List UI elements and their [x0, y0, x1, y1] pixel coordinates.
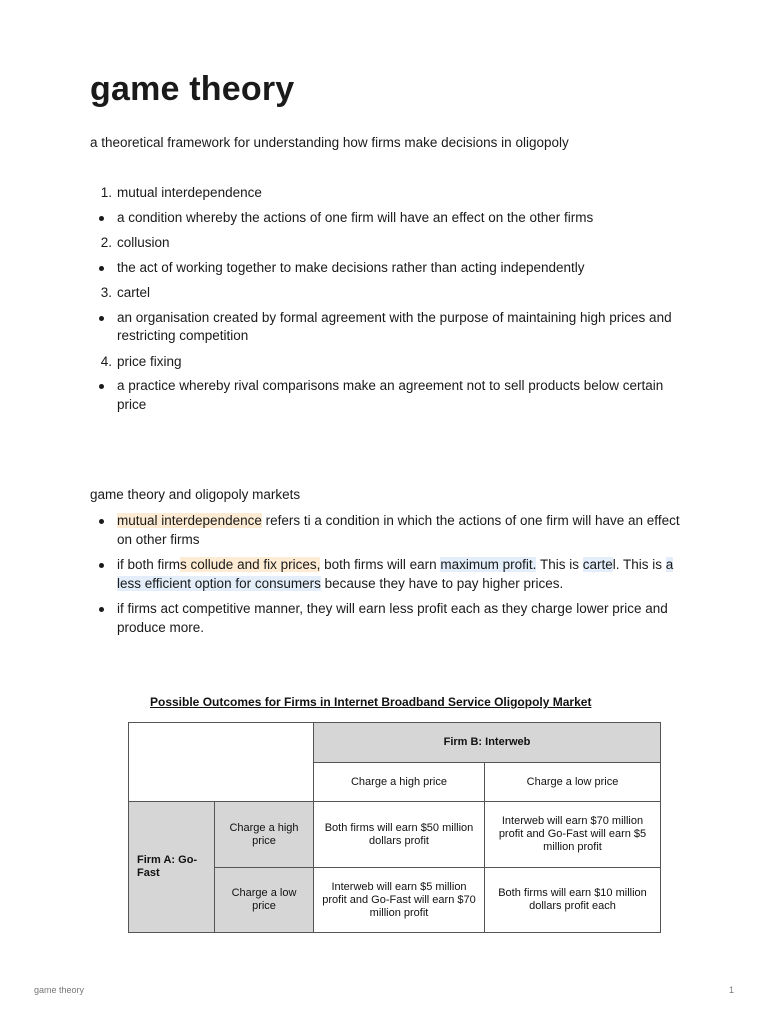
outcome-cell: Interweb will earn $5 million profit and Go-Fast will earn $70 million profit: [314, 868, 485, 933]
list-item: [90, 309, 690, 346]
list-item: [90, 600, 690, 637]
section-heading: game theory and oligopoly markets: [90, 487, 301, 502]
bullet-icon: [99, 316, 104, 321]
page-number: 1: [729, 985, 735, 995]
figure-title: Possible Outcomes for Firms in Internet Broadband Service Oligopoly Market: [150, 695, 592, 709]
highlighted-text: a less efficient option for consumers: [117, 557, 674, 591]
bullet-text: l. This is: [612, 557, 666, 572]
list-item: [90, 284, 690, 303]
col-header-high-price: Charge a high price: [314, 763, 485, 802]
term-definition: an organisation created by formal agreement with the purpose of maintaining high prices and restricting competition: [117, 309, 672, 343]
list-item: [90, 556, 690, 593]
list-item: [90, 184, 690, 203]
list-item: [90, 512, 690, 549]
footer-label: game theory: [34, 985, 85, 995]
bullet-icon: [99, 384, 104, 389]
term-definition: the act of working together to make decisions rather than acting independently: [117, 259, 585, 275]
list-item: [90, 234, 690, 253]
bullet-icon: [99, 607, 104, 612]
outcome-cell: Interweb will earn $70 million profit and Go-Fast will earn $5 million profit: [485, 802, 661, 868]
term-label: price fixing: [117, 353, 182, 369]
empty-corner-cell: [129, 723, 314, 802]
page-title: game theory: [90, 70, 295, 108]
outcomes-table: [128, 722, 661, 933]
highlighted-text: s collude and fix prices,: [180, 557, 321, 572]
outcome-cell: Both firms will earn $10 million dollars profit each: [485, 868, 661, 933]
item-number: 3.: [100, 285, 112, 300]
row-header-high-price: Charge a high price: [215, 802, 314, 868]
bullet-text: both firms will earn: [320, 557, 441, 572]
outcomes-figure: [98, 688, 678, 944]
bullet-text: if both firm: [117, 557, 181, 572]
bullet-text: if firms act competitive manner, they will earn less profit each as they charge lower price and produce more.: [117, 601, 668, 635]
highlighted-text: mutual interdependence: [117, 513, 262, 528]
list-item: [90, 377, 690, 414]
list-item: [90, 353, 690, 372]
bullet-icon: [99, 563, 104, 568]
term-label: mutual interdependence: [117, 185, 262, 200]
bullet-text: This is: [536, 557, 583, 572]
highlighted-text: maximum profit.: [440, 557, 537, 572]
col-header-low-price: Charge a low price: [485, 763, 661, 802]
list-item: [90, 209, 690, 228]
term-label: collusion: [117, 235, 170, 250]
firm-a-header: Firm A: Go-Fast: [129, 802, 215, 933]
list-item: [90, 259, 690, 278]
item-number: 1.: [100, 185, 112, 200]
bullet-text: because they have to pay higher prices.: [320, 575, 564, 591]
term-definition: a condition whereby the actions of one firm will have an effect on the other firms: [117, 209, 594, 225]
term-label: cartel: [117, 285, 151, 300]
oligopoly-list: [90, 512, 690, 637]
table-row: [129, 802, 661, 868]
table-row: [129, 723, 661, 763]
bullet-icon: [99, 519, 104, 524]
item-number: 4.: [100, 353, 112, 369]
term-definition: a practice whereby rival comparisons make an agreement not to sell products below certain price: [117, 378, 664, 412]
terms-list: [90, 184, 690, 414]
bullet-text: refers ti a condition in which the actions of one firm will have an effect on other firms: [117, 513, 680, 547]
bullet-icon: [99, 216, 104, 221]
intro-text: a theoretical framework for understanding how firms make decisions in oligopoly: [90, 135, 569, 150]
item-number: 2.: [100, 235, 112, 250]
row-header-low-price: Charge a low price: [215, 868, 314, 933]
bullet-icon: [99, 266, 104, 271]
highlighted-text: carte: [582, 557, 613, 572]
firm-b-header: Firm B: Interweb: [314, 723, 661, 763]
outcome-cell: Both firms will earn $50 million dollars profit: [314, 802, 485, 868]
